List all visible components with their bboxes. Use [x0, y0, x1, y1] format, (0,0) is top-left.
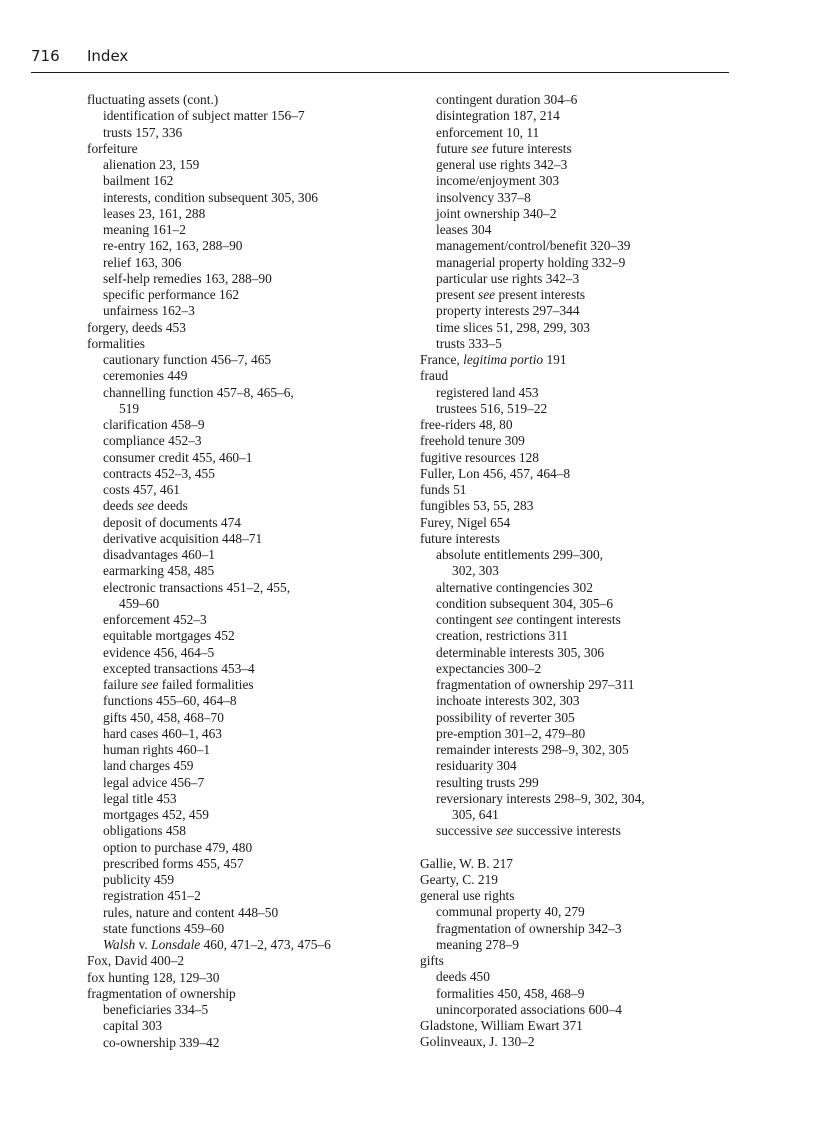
index-subentry: equitable mortgages 452	[103, 628, 235, 644]
index-subentry: alternative contingencies 302	[436, 579, 593, 595]
index-subentry: possibility of reverter 305	[436, 709, 575, 725]
index-heading: fraud	[420, 368, 449, 384]
index-subentry: contracts 452–3, 455	[103, 465, 215, 481]
index-heading: Gladstone, William Ewart 371	[420, 1018, 583, 1033]
index-subentry: unincorporated associations 600–4	[436, 1001, 622, 1017]
index-column-right	[420, 92, 750, 1051]
index-subentry: obligations 458	[103, 823, 186, 839]
index-subentry: enforcement 10, 11	[436, 124, 540, 140]
index-heading: forfeiture	[87, 140, 138, 156]
index-heading: France, legitima portio 191	[420, 352, 567, 367]
index-subentry: deeds see deeds	[103, 498, 188, 514]
index-subentry: management/control/benefit 320–39	[436, 238, 631, 254]
entry-gap	[420, 840, 750, 856]
index-subentry: time slices 51, 298, 299, 303	[436, 319, 590, 335]
index-subentry: clarification 458–9	[103, 417, 205, 432]
index-subentry: disintegration 187, 214	[436, 108, 560, 124]
index-subentry: interests, condition subsequent 305, 306	[103, 189, 318, 205]
index-heading: Fuller, Lon 456, 457, 464–8	[420, 465, 571, 481]
index-subentry: functions 455–60, 464–8	[103, 693, 237, 709]
index-subentry: capital 303	[103, 1018, 163, 1034]
page-number: 716	[31, 47, 60, 65]
index-subentry: registered land 453	[436, 384, 539, 400]
index-subentry: fragmentation of ownership 297–311	[436, 677, 635, 692]
index-subentry: managerial property holding 332–9	[436, 254, 626, 270]
index-heading: fugitive resources 128	[420, 449, 539, 465]
index-heading: future interests	[420, 530, 500, 546]
index-subentry: derivative acquisition 448–71	[103, 530, 263, 546]
index-subentry: meaning 161–2	[103, 222, 186, 237]
index-heading: Golinveaux, J. 130–2	[420, 1034, 535, 1050]
index-subentry: condition subsequent 304, 305–6	[436, 595, 614, 611]
index-subentry: gifts 450, 458, 468–70	[103, 709, 224, 725]
index-subentry: fragmentation of ownership 342–3	[436, 920, 622, 936]
index-subentry: legal advice 456–7	[103, 774, 205, 790]
index-subentry: communal property 40, 279	[436, 904, 585, 920]
index-subentry: excepted transactions 453–4	[103, 660, 255, 676]
index-heading: forgery, deeds 453	[87, 319, 186, 335]
page-header	[31, 46, 729, 73]
index-subentry: bailment 162	[103, 173, 174, 189]
index-subentry: 305, 641	[452, 807, 499, 822]
index-subentry: leases 23, 161, 288	[103, 205, 206, 221]
index-heading: fragmentation of ownership	[87, 985, 236, 1001]
index-subentry: cautionary function 456–7, 465	[103, 352, 272, 367]
index-subentry: absolute entitlements 299–300,	[436, 547, 603, 562]
index-subentry: general use rights 342–3	[436, 157, 568, 172]
index-subentry: resulting trusts 299	[436, 774, 539, 790]
index-heading: free-riders 48, 80	[420, 417, 513, 432]
index-subentry: meaning 278–9	[436, 936, 519, 952]
index-subentry: particular use rights 342–3	[436, 270, 580, 286]
index-subentry: consumer credit 455, 460–1	[103, 449, 253, 465]
index-heading: fluctuating assets (cont.)	[87, 92, 219, 107]
index-subentry: future see future interests	[436, 140, 572, 156]
index-column-left	[87, 92, 407, 1051]
index-subentry: state functions 459–60	[103, 920, 225, 936]
index-subentry: unfairness 162–3	[103, 303, 195, 319]
index-subentry: identification of subject matter 156–7	[103, 108, 305, 124]
index-subentry: determinable interests 305, 306	[436, 644, 605, 660]
index-subentry: income/enjoyment 303	[436, 173, 560, 189]
index-heading: fungibles 53, 55, 283	[420, 498, 534, 514]
index-subentry: land charges 459	[103, 758, 194, 774]
index-subentry: property interests 297–344	[436, 303, 580, 319]
index-subentry: trusts 333–5	[436, 335, 502, 351]
index-subentry: hard cases 460–1, 463	[103, 725, 222, 741]
index-subentry: disadvantages 460–1	[103, 547, 215, 562]
index-subentry: successive see successive interests	[436, 823, 621, 839]
index-heading: formalities	[87, 335, 146, 351]
index-subentry: publicity 459	[103, 872, 175, 887]
index-heading: general use rights	[420, 888, 515, 903]
running-title: Index	[87, 47, 129, 65]
index-subentry: leases 304	[436, 222, 492, 237]
index-subentry: relief 163, 306	[103, 254, 182, 270]
index-subentry: registration 451–2	[103, 888, 201, 904]
index-subentry: expectancies 300–2	[436, 660, 542, 676]
index-heading: Furey, Nigel 654	[420, 514, 511, 530]
index-subentry: contingent duration 304–6	[436, 92, 578, 107]
index-heading: Gallie, W. B. 217	[420, 855, 513, 871]
index-heading: funds 51	[420, 482, 467, 497]
index-subentry: channelling function 457–8, 465–6,	[103, 384, 294, 400]
index-subentry: re-entry 162, 163, 288–90	[103, 238, 243, 254]
index-subentry: contingent see contingent interests	[436, 612, 621, 627]
index-heading: Gearty, C. 219	[420, 871, 498, 887]
index-heading: fox hunting 128, 129–30	[87, 969, 220, 985]
index-heading: Fox, David 400–2	[87, 953, 185, 969]
index-subentry: failure see failed formalities	[103, 677, 254, 692]
index-subentry: legal title 453	[103, 790, 177, 806]
index-subentry: insolvency 337–8	[436, 189, 531, 205]
index-subentry: enforcement 452–3	[103, 612, 207, 627]
index-subentry: joint ownership 340–2	[436, 205, 557, 221]
index-subentry: rules, nature and content 448–50	[103, 904, 279, 920]
index-subentry: deposit of documents 474	[103, 514, 241, 530]
index-subentry: inchoate interests 302, 303	[436, 693, 580, 709]
index-subentry: deeds 450	[436, 969, 490, 985]
index-subentry: costs 457, 461	[103, 482, 180, 497]
index-subentry: present see present interests	[436, 287, 586, 302]
index-subentry: trustees 516, 519–22	[436, 400, 548, 416]
index-subentry: earmarking 458, 485	[103, 563, 215, 579]
index-subentry: co-ownership 339–42	[103, 1034, 220, 1050]
index-subentry: 519	[119, 400, 140, 416]
index-subentry: Walsh v. Lonsdale 460, 471–2, 473, 475–6	[103, 937, 331, 952]
index-subentry: electronic transactions 451–2, 455,	[103, 579, 291, 595]
index-subentry: 459–60	[119, 595, 160, 611]
index-subentry: trusts 157, 336	[103, 124, 183, 140]
index-heading: freehold tenure 309	[420, 433, 525, 449]
index-subentry: human rights 460–1	[103, 742, 211, 757]
index-subentry: option to purchase 479, 480	[103, 839, 253, 855]
index-subentry: specific performance 162	[103, 287, 240, 302]
index-subentry: evidence 456, 464–5	[103, 644, 215, 660]
index-subentry: mortgages 452, 459	[103, 807, 209, 822]
index-subentry: 302, 303	[452, 563, 499, 579]
index-subentry: residuarity 304	[436, 758, 517, 774]
index-subentry: alienation 23, 159	[103, 157, 200, 172]
index-subentry: reversionary interests 298–9, 302, 304,	[436, 790, 645, 806]
index-subentry: ceremonies 449	[103, 368, 188, 384]
index-subentry: compliance 452–3	[103, 433, 202, 449]
index-subentry: remainder interests 298–9, 302, 305	[436, 742, 629, 757]
index-subentry: pre-emption 301–2, 479–80	[436, 725, 586, 741]
index-subentry: prescribed forms 455, 457	[103, 855, 244, 871]
index-subentry: self-help remedies 163, 288–90	[103, 270, 272, 286]
index-heading: gifts	[420, 953, 444, 968]
index-subentry: creation, restrictions 311	[436, 628, 569, 644]
index-subentry: beneficiaries 334–5	[103, 1002, 209, 1017]
index-subentry: formalities 450, 458, 468–9	[436, 985, 585, 1001]
